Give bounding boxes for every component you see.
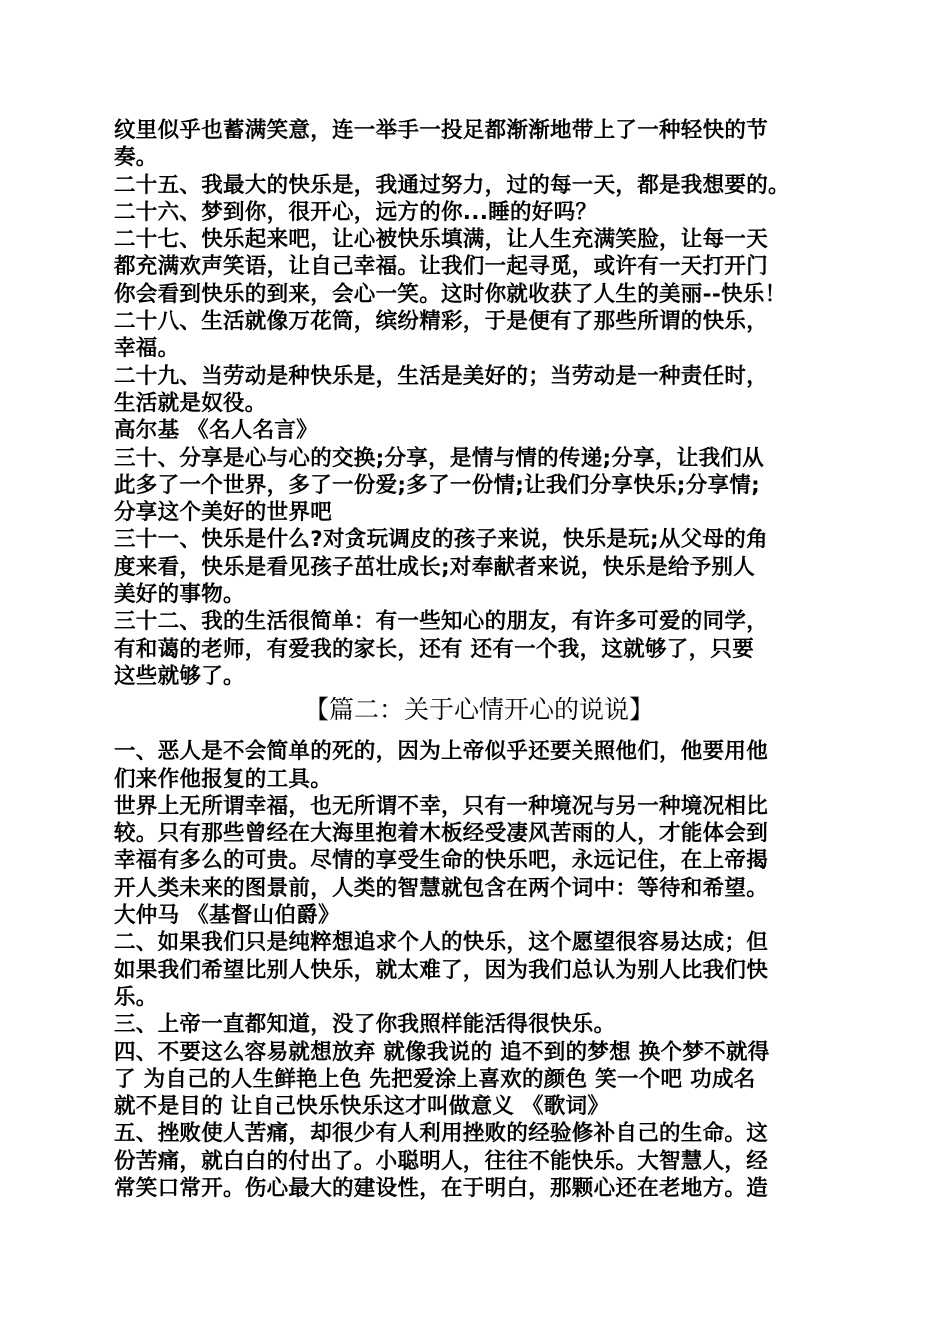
text-line: 奏。: [114, 145, 158, 171]
text-line: 三十一、快乐是什么?对贪玩调皮的孩子来说，快乐是玩;从父母的角: [114, 527, 768, 553]
text-line: 幸福有多么的可贵。尽情的享受生命的快乐吧，永远记住，在上帝揭: [114, 848, 769, 874]
text-line: 高尔基 《名人名言》: [114, 418, 318, 444]
paragraph: [114, 226, 844, 308]
text-line: 乐。: [114, 984, 158, 1010]
paragraph: [114, 308, 844, 363]
text-line: 分享这个美好的世界吧: [114, 500, 333, 526]
text-line: 大仲马 《基督山伯爵》: [114, 903, 340, 929]
paragraph: [114, 608, 844, 690]
text-line: 二十七、快乐起来吧，让心被快乐填满，让人生充满笑脸，让每一天: [114, 227, 769, 253]
paragraph: [114, 902, 844, 929]
text-line: 二十九、当劳动是种快乐是，生活是美好的；当劳动是一种责任时，: [114, 363, 769, 389]
paragraph: [114, 117, 844, 172]
text-line: 三十、分享是心与心的交换;分享，是情与情的传递;分享，让我们从: [114, 445, 764, 471]
text-line: 二十六、梦到你，很开心，远方的你...睡的好吗？: [114, 199, 598, 225]
text-line: 二、如果我们只是纯粹想追求个人的快乐，这个愿望很容易达成；但: [114, 930, 769, 956]
text-line: 度来看，快乐是看见孩子茁壮成长;对奉献者来说，快乐是给予别人: [114, 554, 756, 580]
text-line: 较。只有那些曾经在大海里抱着木板经受凄风苦雨的人，才能体会到: [114, 821, 769, 847]
text-line: 二十八、生活就像万花筒，缤纷精彩，于是便有了那些所谓的快乐，: [114, 309, 769, 335]
text-line: 份苦痛，就白白的付出了。小聪明人，往往不能快乐。大智慧人，经: [114, 1148, 769, 1174]
paragraph: [114, 363, 844, 418]
text-line: 二十五、我最大的快乐是，我通过努力，过的每一天，都是我想要的。: [114, 172, 790, 198]
document-page: [114, 117, 844, 1202]
paragraph: [114, 1011, 844, 1038]
text-line: 世界上无所谓幸福，也无所谓不幸，只有一种境况与另一种境况相比: [114, 793, 769, 819]
section-title: 【篇二：关于心情开心的说说】: [303, 695, 654, 725]
text-line: 纹里似乎也蓄满笑意，连一举手一投足都渐渐地带上了一种轻快的节: [114, 118, 769, 143]
text-line: 生活就是奴役。: [114, 390, 267, 416]
text-line: 了 为自己的人生鲜艳上色 先把爱涂上喜欢的颜色 笑一个吧 功成名: [114, 1066, 756, 1092]
text-line: 有和蔼的老师，有爱我的家长，还有 还有一个我，这就够了，只要: [114, 636, 754, 662]
text-line: 就不是目的 让自己快乐快乐这才叫做意义 《歌词》: [114, 1094, 610, 1120]
section-two-body: [114, 738, 844, 1202]
text-line: 美好的事物。: [114, 582, 245, 608]
text-line: 此多了一个世界，多了一份爱;多了一份情;让我们分享快乐;分享情;: [114, 472, 760, 498]
paragraph: [114, 793, 844, 902]
text-line: 这些就够了。: [114, 663, 245, 689]
text-line: 三十二、我的生活很简单：有一些知心的朋友，有许多可爱的同学，: [114, 609, 769, 635]
text-line: 幸福。: [114, 336, 180, 362]
text-line: 都充满欢声笑语，让自己幸福。让我们一起寻觅，或许有一天打开门: [114, 254, 769, 280]
text-line: 开人类未来的图景前，人类的智慧就包含在两个词中：等待和希望。: [114, 875, 769, 901]
paragraph: [114, 526, 844, 608]
text-line: 五、挫败使人苦痛，却很少有人利用挫败的经验修补自己的生命。这: [114, 1121, 769, 1147]
paragraph: [114, 929, 844, 1011]
paragraph: [114, 199, 844, 226]
text-line: 如果我们希望比别人快乐，就太难了，因为我们总认为别人比我们快: [114, 957, 769, 983]
paragraph: [114, 1039, 844, 1121]
text-line: 一、恶人是不会简单的死的，因为上帝似乎还要关照他们，他要用他: [114, 739, 769, 765]
text-line: 们来作他报复的工具。: [114, 766, 333, 792]
text-line: 三、上帝一直都知道，没了你我照样能活得很快乐。: [114, 1012, 616, 1038]
text-line: 四、不要这么容易就想放弃 就像我说的 追不到的梦想 换个梦不就得: [114, 1039, 770, 1065]
text-line: 你会看到快乐的到来，会心一笑。这时你就收获了人生的美丽--快乐！: [114, 281, 787, 307]
text-line: 常笑口常开。伤心最大的建设性，在于明白，那颗心还在老地方。造: [114, 1175, 769, 1201]
paragraph: [114, 172, 844, 199]
section-one-body: [114, 117, 844, 690]
paragraph: [114, 1120, 844, 1202]
paragraph: [114, 738, 844, 793]
paragraph: [114, 417, 844, 444]
paragraph: [114, 445, 844, 527]
